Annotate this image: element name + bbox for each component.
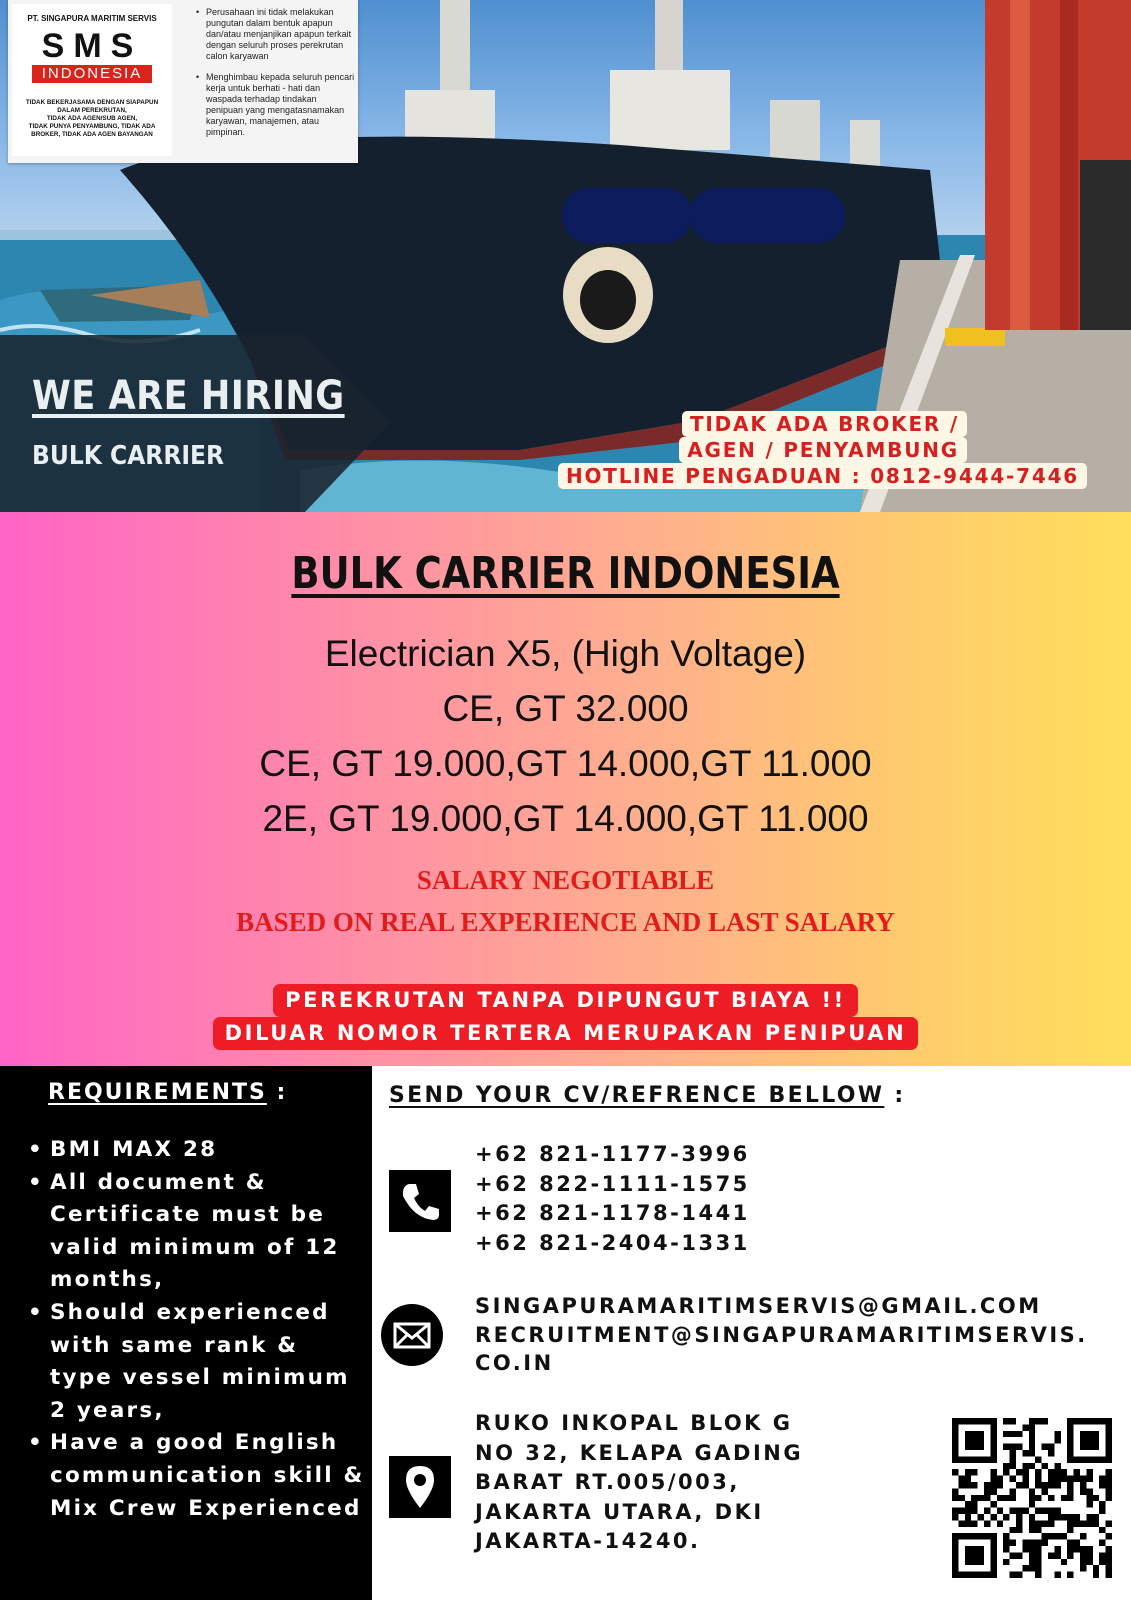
requirement-item: • BMI MAX 28 <box>22 1134 367 1167</box>
warning-box <box>0 984 1131 1050</box>
hotline-line: HOTLINE PENGADUAN : 0812-9444-7446 <box>558 463 1087 489</box>
hiring-subtitle: BULK CARRIER <box>32 441 225 471</box>
address-line: NO 32, KELAPA GADING <box>475 1440 804 1465</box>
broker-line: TIDAK ADA BROKER / <box>682 411 967 437</box>
position-list <box>0 626 1131 846</box>
notice-item: • Menghimbau kepada seluruh pencari kerja untuk berhati - hati dan waspada terhadap tindakan penipuan yang mengatasnamakan karyawan, manajemen, atau pimpinan. <box>196 72 356 138</box>
logo-subbrand: INDONESIA <box>32 65 153 83</box>
vacancy-title: BULK CARRIER INDONESIA <box>291 548 840 599</box>
requirement-item: • All document & Certificate must be valid minimum of 12 months, <box>22 1167 367 1297</box>
salary-line: SALARY NEGOTIABLE <box>416 865 715 895</box>
map-pin-icon <box>389 1456 451 1518</box>
warning-line: DILUAR NOMOR TERTERA MERUPAKAN PENIPUAN <box>213 1017 919 1050</box>
phone-list <box>475 1140 750 1258</box>
address-line: RUKO INKOPAL BLOK G <box>475 1411 793 1435</box>
qr-code[interactable] <box>952 1418 1112 1578</box>
disclaimer-line: TIDAK PUNYA PENYAMBUNG, TIDAK ADA <box>28 123 156 130</box>
phone-number[interactable]: +62 821-2404-1331 <box>475 1230 750 1255</box>
envelope-icon <box>381 1304 443 1366</box>
logo-company-name: PT. SINGAPURA MARITIM SERVIS <box>27 14 157 23</box>
notice-list <box>196 7 356 148</box>
requirement-item: • Have a good English communication skill & Mix Crew Experienced <box>22 1427 367 1525</box>
contact-panel <box>372 1066 1131 1600</box>
warning-line: PEREKRUTAN TANPA DIPUNGUT BIAYA !! <box>273 984 858 1017</box>
contact-title <box>389 1083 905 1108</box>
position-item: CE, GT 19.000,GT 14.000,GT 11.000 <box>259 743 872 784</box>
salary-line: BASED ON REAL EXPERIENCE AND LAST SALARY <box>236 907 895 937</box>
phone-number[interactable]: +62 821-1177-3996 <box>475 1142 750 1166</box>
email-address[interactable]: RECRUITMENT@SINGAPURAMARITIMSERVIS. <box>475 1322 1088 1347</box>
broker-line: AGEN / PENYAMBUNG <box>679 437 967 463</box>
email-list <box>475 1292 1088 1378</box>
position-item: Electrician X5, (High Voltage) <box>324 633 807 674</box>
address-line: BARAT RT.005/003, <box>475 1470 740 1494</box>
requirements-panel <box>0 1066 372 1600</box>
requirement-item: • Should experienced with same rank & type vessel minimum 2 years, <box>22 1297 367 1427</box>
company-logo <box>12 4 172 156</box>
hiring-title: WE ARE HIRING <box>32 373 345 419</box>
disclaimer-line: BROKER, TIDAK ADA AGEN BAYANGAN <box>31 131 153 138</box>
requirements-list <box>22 1134 367 1525</box>
disclaimer-line: DALAM PEREKRUTAN, <box>57 107 127 114</box>
email-address[interactable]: CO.IN <box>475 1351 554 1375</box>
address-line: JAKARTA UTARA, DKI <box>475 1499 764 1524</box>
phone-number[interactable]: +62 821-1178-1441 <box>475 1201 750 1225</box>
requirements-title-text: REQUIREMENTS <box>48 1080 267 1105</box>
address-block <box>475 1409 803 1557</box>
requirements-colon: : <box>276 1080 288 1105</box>
notice-card <box>8 0 358 163</box>
contact-title-text: SEND YOUR CV/REFRENCE BELLOW <box>389 1083 885 1108</box>
phone-number[interactable]: +62 822-1111-1575 <box>475 1171 750 1196</box>
hero-banner <box>0 0 1131 512</box>
salary-note <box>0 859 1131 943</box>
position-item: CE, GT 32.000 <box>442 688 689 729</box>
disclaimer-line: TIDAK ADA AGEN/SUB AGEN, <box>46 115 138 122</box>
position-item: 2E, GT 19.000,GT 14.000,GT 11.000 <box>262 798 869 839</box>
address-line: JAKARTA-14240. <box>475 1529 701 1553</box>
requirements-title <box>48 1080 287 1105</box>
broker-notice <box>558 411 1087 489</box>
notice-item: • Perusahaan ini tidak melakukan pungutan dalam bentuk apapun dan/atau menjanjikan apapun terkait dengan seluruh proses perekrutan calon karyawan <box>196 7 356 62</box>
email-address[interactable]: SINGAPURAMARITIMSERVIS@GMAIL.COM <box>475 1294 1042 1318</box>
contact-colon: : <box>894 1083 906 1108</box>
disclaimer-line: TIDAK BEKERJASAMA DENGAN SIAPAPUN <box>25 99 159 106</box>
phone-icon <box>389 1170 451 1232</box>
logo-disclaimer <box>16 99 168 139</box>
vacancy-section <box>0 512 1131 1066</box>
logo-brand: SMS <box>41 27 143 65</box>
